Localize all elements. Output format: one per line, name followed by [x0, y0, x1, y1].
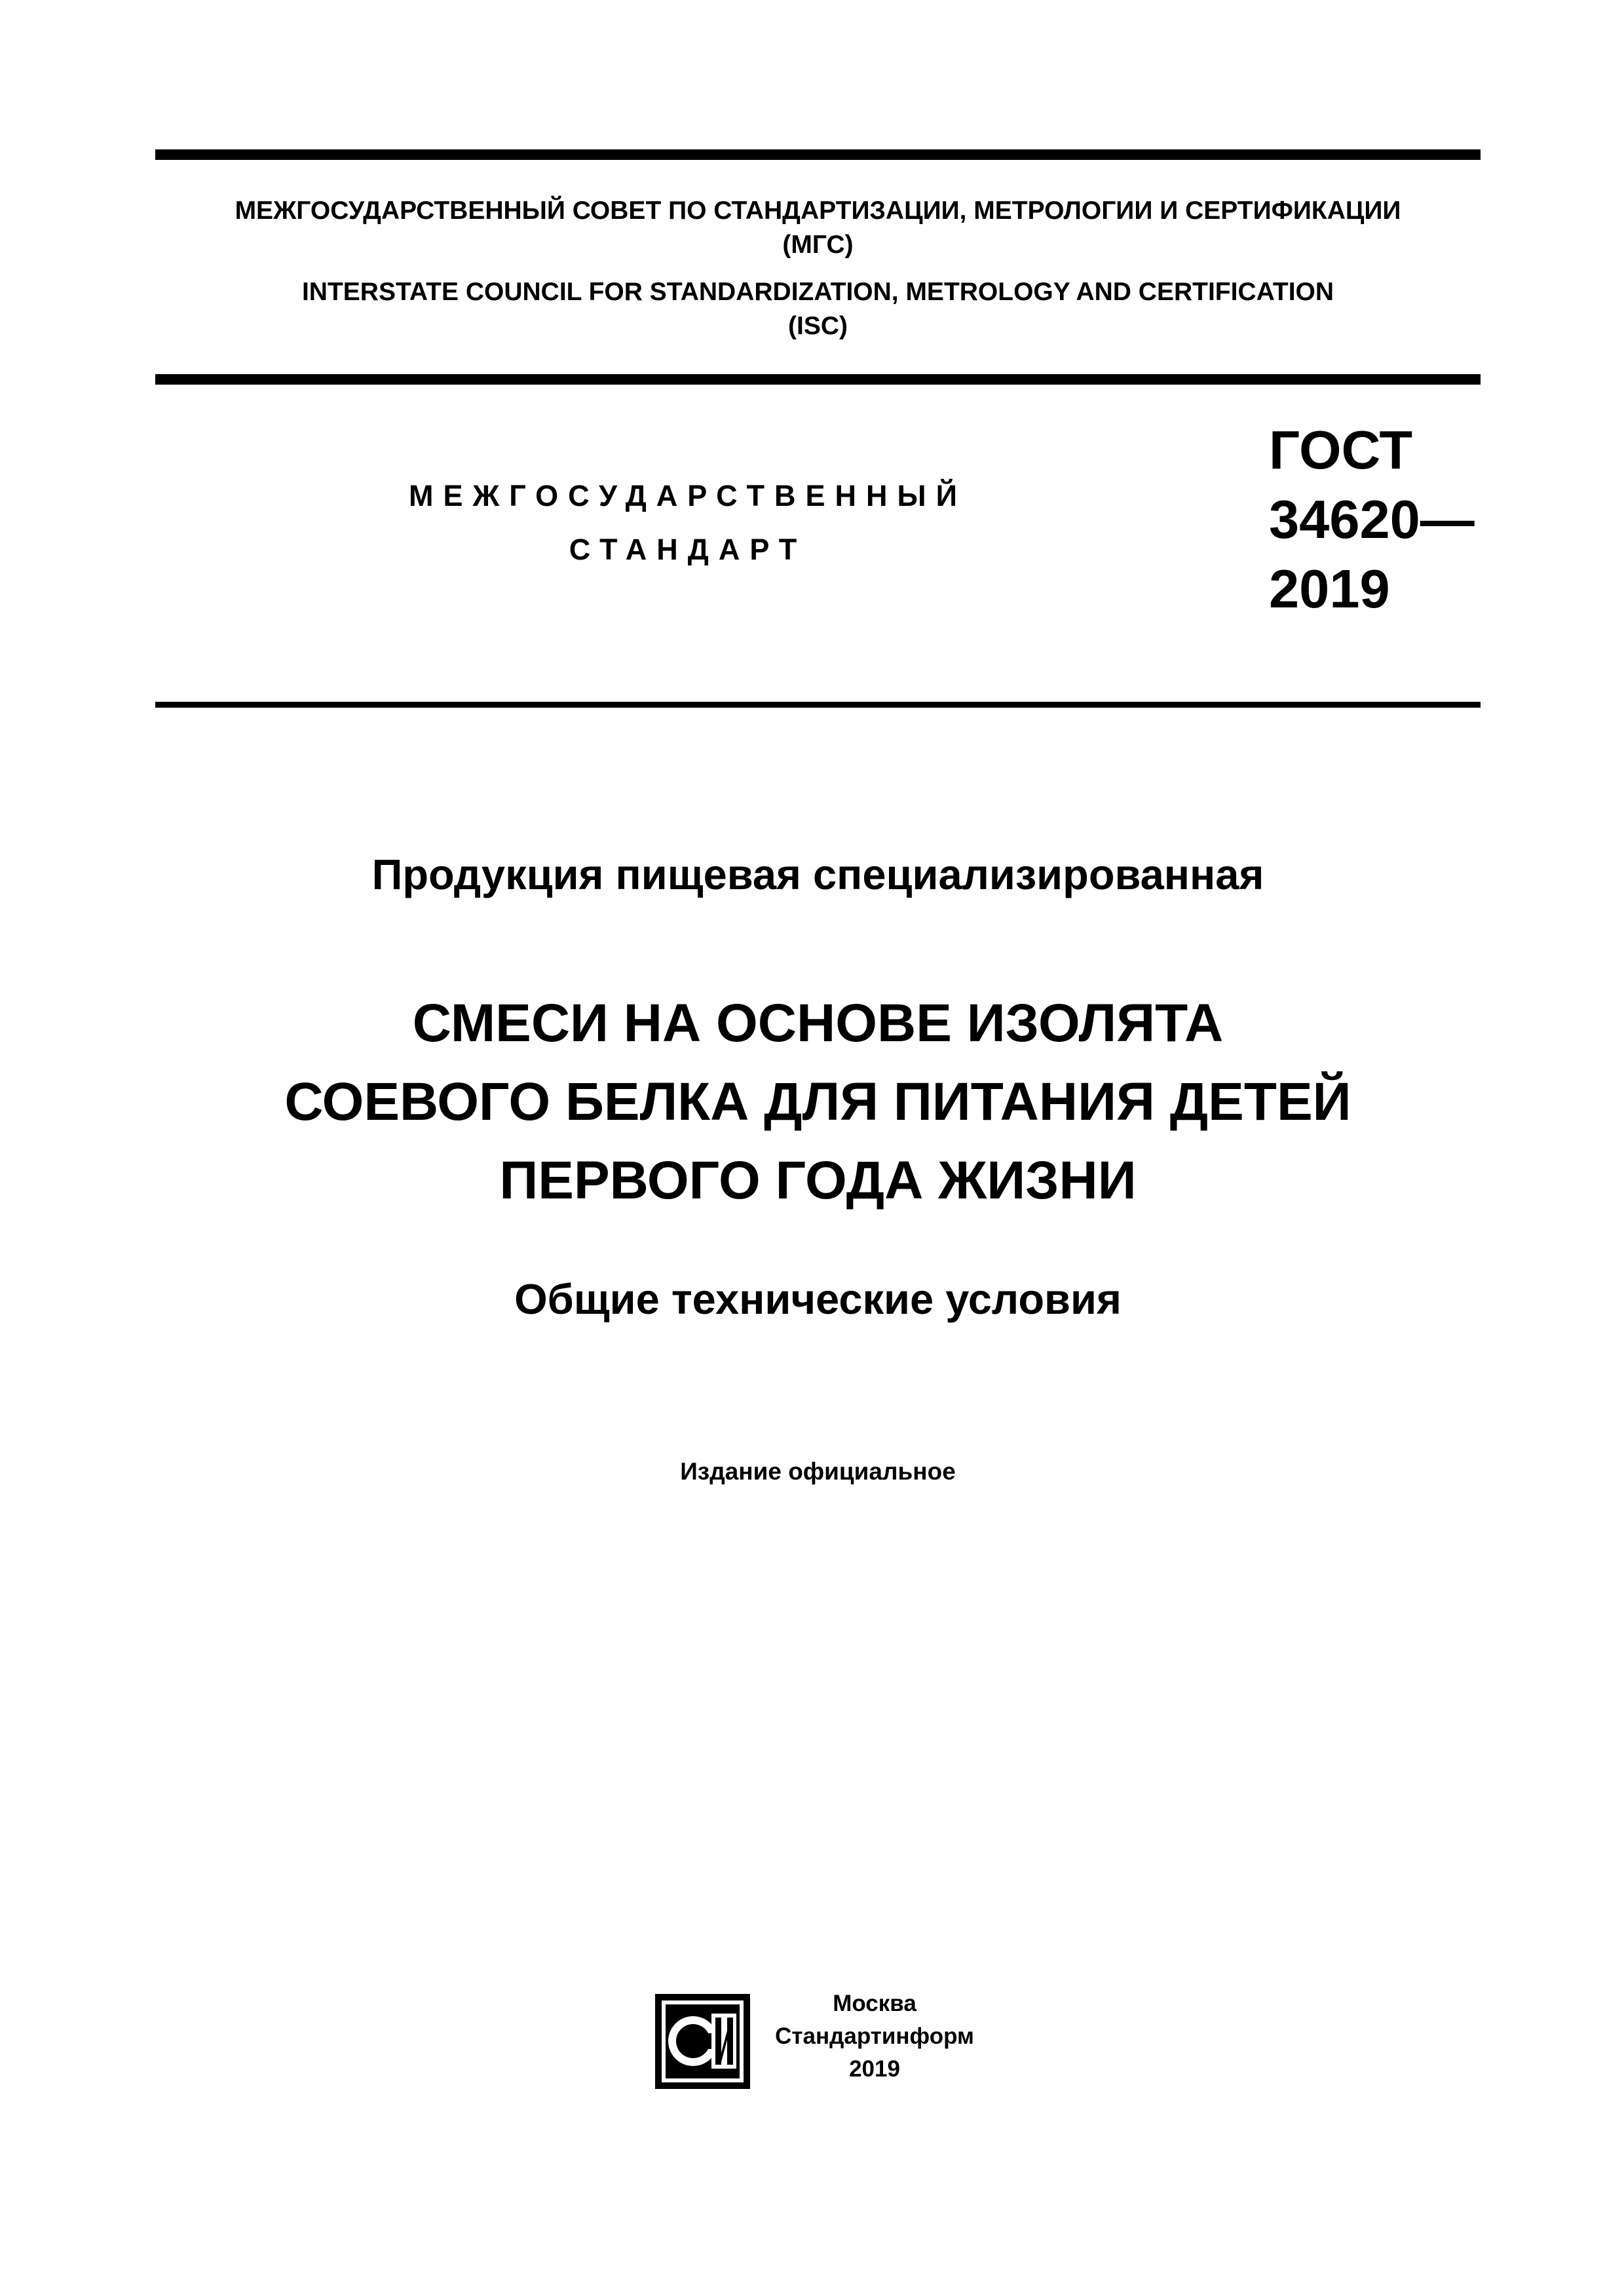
document-conditions: Общие технические условия	[514, 1275, 1122, 1323]
council-name-ru-block	[155, 194, 1481, 262]
top-rule	[155, 149, 1481, 160]
standard-kind-line2: СТАНДАРТ	[569, 533, 807, 566]
imprint-city: Москва	[833, 1991, 916, 2016]
document-subject: Продукция пищевая специализированная	[371, 851, 1264, 898]
document-title-line: СОЕВОГО БЕЛКА ДЛЯ ПИТАНИЯ ДЕТЕЙ	[284, 1072, 1351, 1132]
document-title	[155, 984, 1481, 1220]
council-abbr-en: (ISC)	[788, 312, 848, 340]
publisher-logo-text: СтИ	[702, 2087, 704, 2088]
imprint	[766, 1987, 983, 2086]
imprint-year: 2019	[849, 2056, 900, 2082]
edition-note: Издание официальное	[680, 1458, 956, 1485]
bottom-rule	[155, 702, 1481, 708]
standard-designation	[1269, 415, 1475, 624]
document-title-line: ПЕРВОГО ГОДА ЖИЗНИ	[499, 1151, 1137, 1210]
standard-number: 34620—	[1269, 489, 1475, 550]
standard-kind-line1: МЕЖГОСУДАРСТВЕННЫЙ	[409, 479, 967, 512]
council-abbr-ru: (МГС)	[782, 231, 854, 259]
council-name-en-block	[155, 275, 1481, 343]
standard-year: 2019	[1269, 558, 1390, 619]
document-title-line: СМЕСИ НА ОСНОВЕ ИЗОЛЯТА	[412, 993, 1224, 1053]
standard-prefix: ГОСТ	[1269, 419, 1413, 480]
council-name-ru: МЕЖГОСУДАРСТВЕННЫЙ СОВЕТ ПО СТАНДАРТИЗАЦИИ, МЕТРОЛОГИИ И СЕРТИФИКАЦИИ	[235, 197, 1401, 225]
standard-kind	[367, 469, 1009, 577]
publisher-logo-icon	[655, 1994, 750, 2089]
council-name-en: INTERSTATE COUNCIL FOR STANDARDIZATION, METROLOGY AND CERTIFICATION	[301, 278, 1334, 306]
middle-rule	[155, 374, 1481, 385]
imprint-publisher: Стандартинформ	[775, 2023, 974, 2049]
